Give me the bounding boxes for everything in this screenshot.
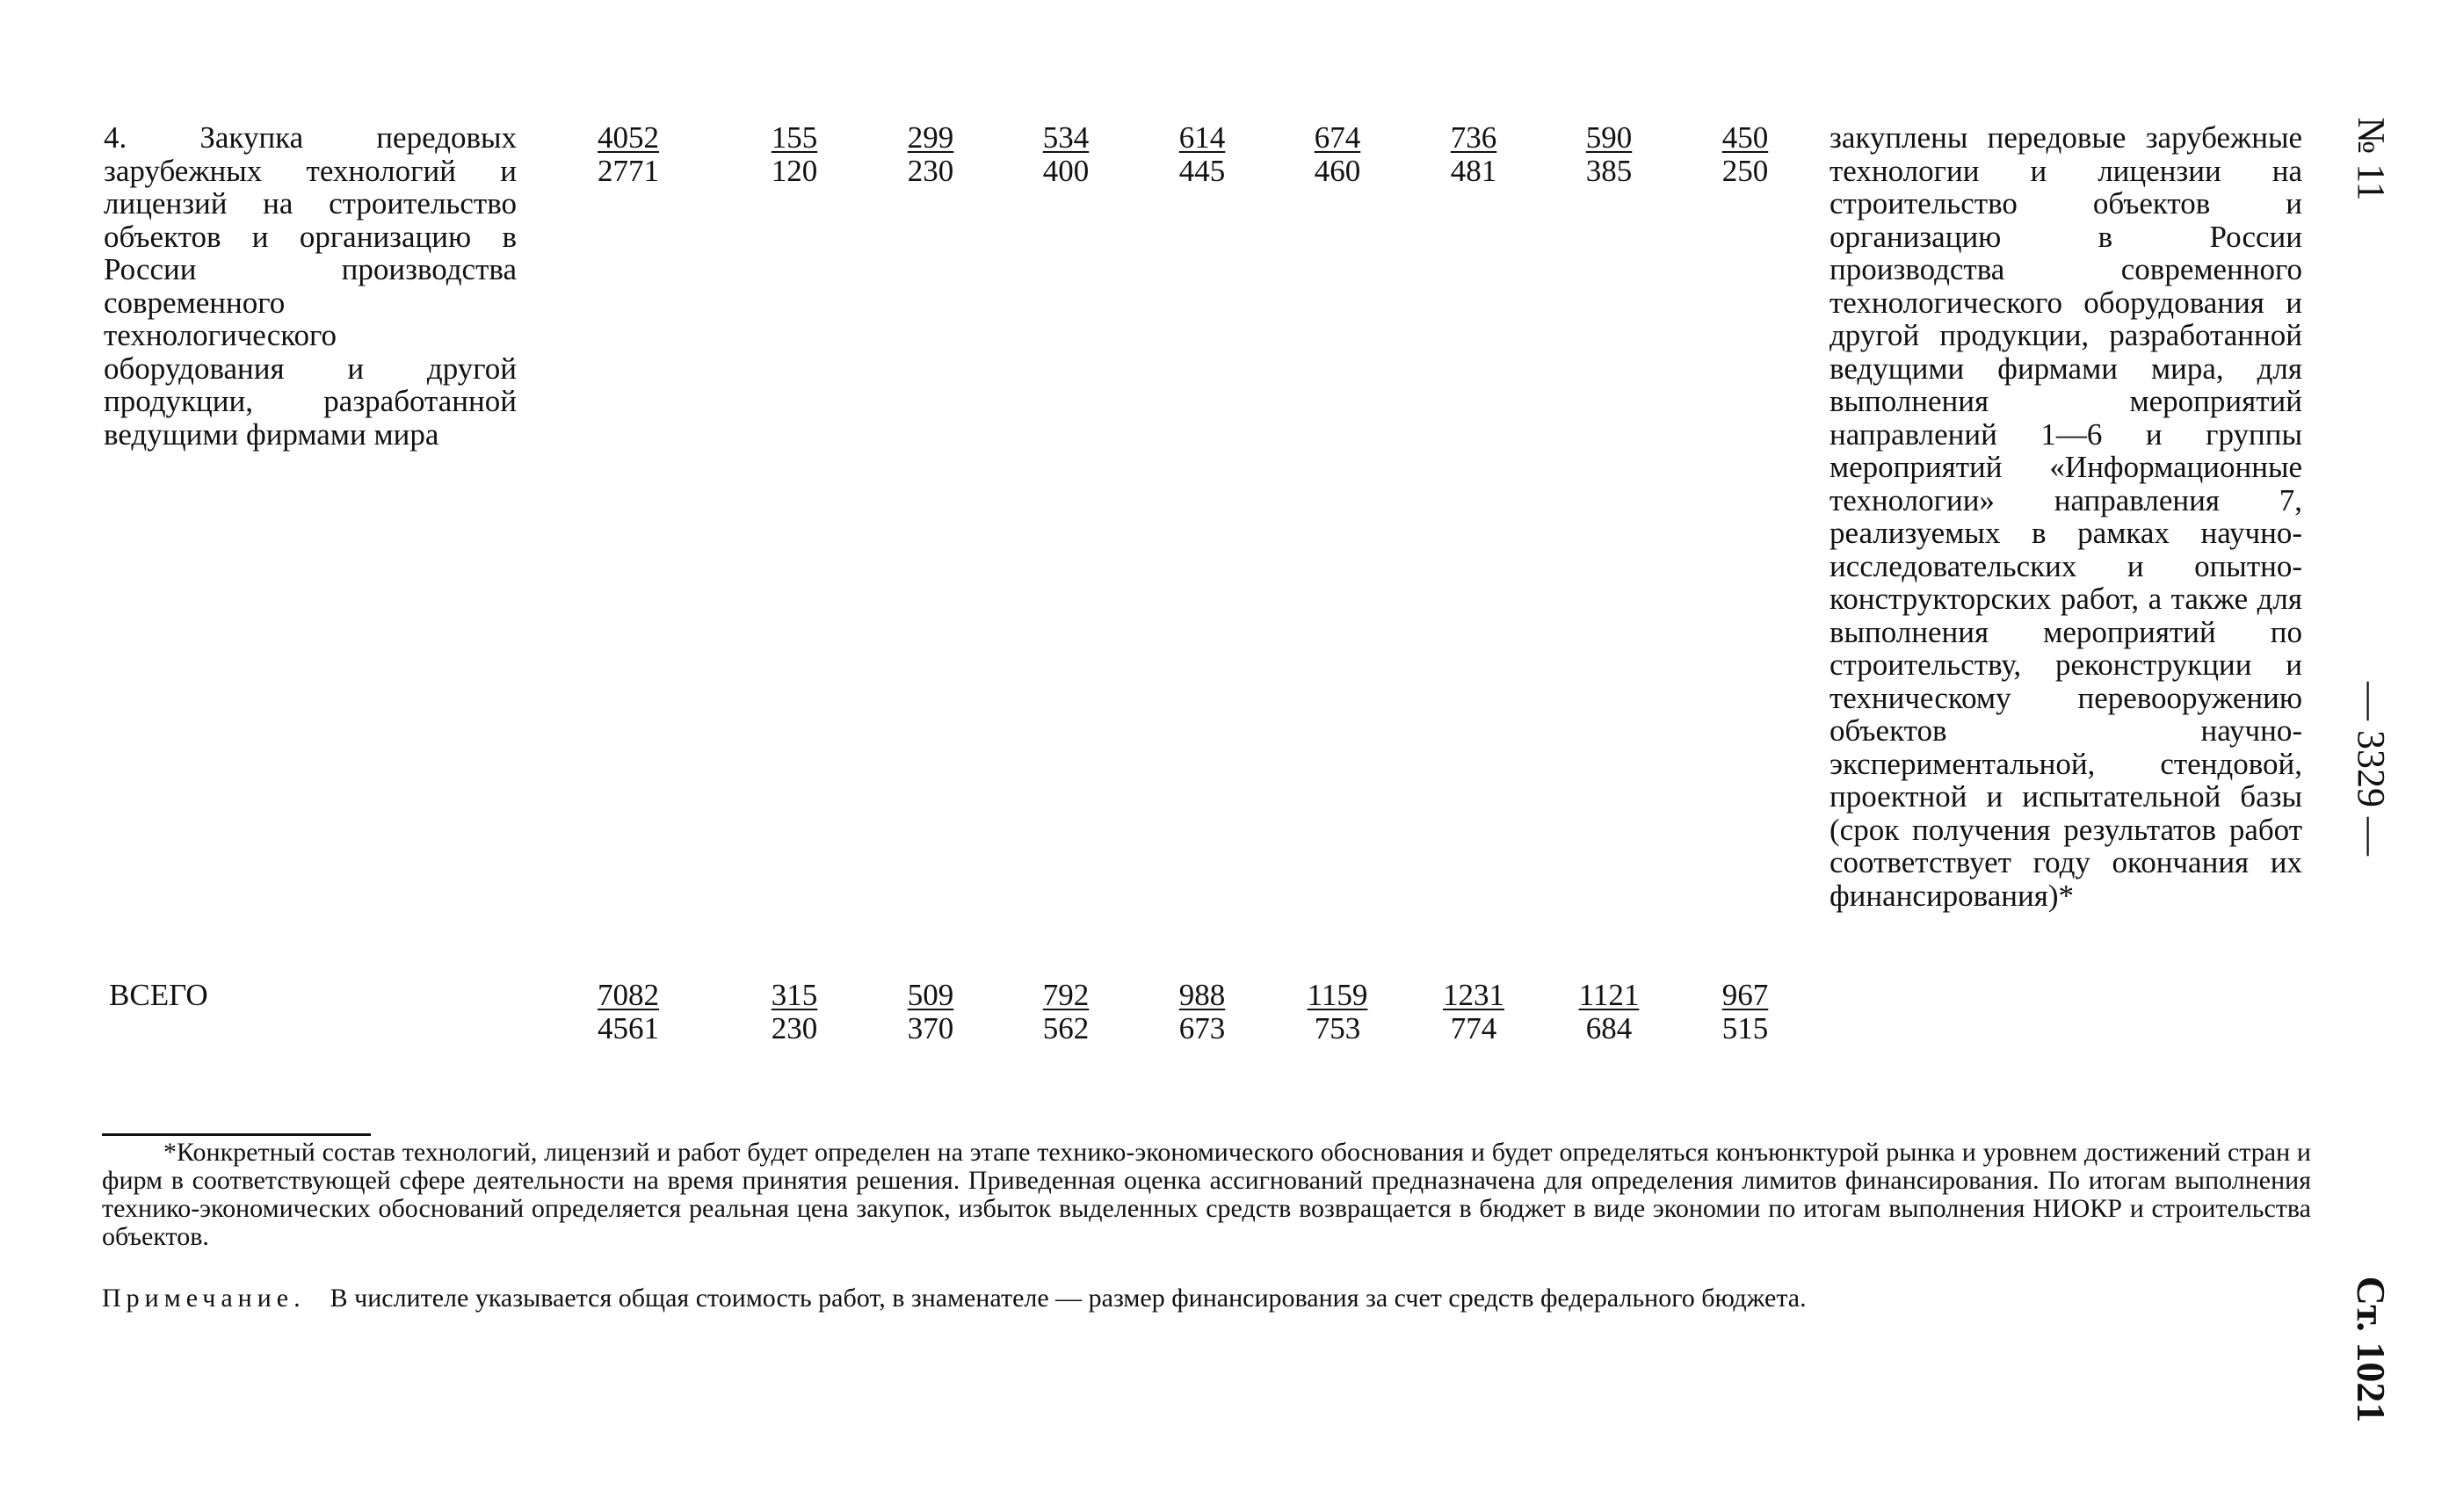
total-value-year-7 xyxy=(1547,979,1670,1045)
denominator: 774 xyxy=(1450,1010,1497,1045)
numerator: 967 xyxy=(1721,978,1769,1012)
numerator: 988 xyxy=(1178,978,1226,1012)
note-label: Примечание. xyxy=(102,1284,306,1313)
document-page-number: — 3329 — xyxy=(2350,682,2393,856)
row-4-value-year-6 xyxy=(1412,121,1535,187)
row-4-value-year-5 xyxy=(1276,121,1399,187)
numerator: 736 xyxy=(1450,120,1497,155)
numerator: 534 xyxy=(1042,120,1090,155)
article-number: Ст. 1021 xyxy=(2349,1276,2394,1423)
row-4-value-total xyxy=(567,121,690,187)
numerator: 792 xyxy=(1042,978,1090,1012)
denominator: 250 xyxy=(1721,153,1769,188)
row-4-value-year-3 xyxy=(1004,121,1127,187)
numerator: 450 xyxy=(1721,120,1769,155)
numerator: 674 xyxy=(1314,120,1361,155)
row-4-value-year-4 xyxy=(1141,121,1264,187)
numerator: 1231 xyxy=(1443,978,1504,1012)
total-value-year-1 xyxy=(733,979,856,1045)
denominator: 385 xyxy=(1585,153,1633,188)
total-value-year-5 xyxy=(1276,979,1399,1045)
total-value-year-3 xyxy=(1004,979,1127,1045)
row-4-value-year-2 xyxy=(869,121,992,187)
numerator: 1159 xyxy=(1307,978,1368,1012)
numerator: 614 xyxy=(1178,120,1226,155)
total-value-year-8 xyxy=(1684,979,1807,1045)
denominator: 230 xyxy=(907,153,954,188)
numerator: 155 xyxy=(771,120,818,155)
denominator: 4561 xyxy=(598,1010,659,1045)
row-4-value-year-7 xyxy=(1547,121,1670,187)
denominator: 515 xyxy=(1721,1010,1769,1045)
issue-number: № 11 xyxy=(2350,117,2393,201)
numerator: 4052 xyxy=(598,120,659,155)
denominator: 481 xyxy=(1450,153,1497,188)
total-value-total xyxy=(567,979,690,1045)
denominator: 445 xyxy=(1178,153,1226,188)
row-4-description: 4. Закупка передовых зарубежных технологий и лицензий на строительство объектов и организацию в России производства современного технологического оборудования и другой продукции, разработанной ведущими фирмами мира xyxy=(104,120,517,452)
note-text: В числителе указывается общая стоимость работ, в знаменателе — размер финансирования за счет средств федерального бюджета. xyxy=(330,1284,1807,1313)
row-4-value-year-8 xyxy=(1684,121,1807,187)
row-4-expected-result: закуплены передовые зарубежные технологии и лицензии на строительство объектов и организацию в России производства современного технологического оборудования и другой продукции, разработанной ведущими фирмами мира, для выполнения мероприятий направлений 1—6 и группы мероприятий «Информационные технологии» направления 7, реализуемых в рамках научно-исследовательских и опытно-конструкторских работ, а также для выполнения мероприятий по строительству, реконструкции и техническому перевооружению объектов научно-экспериментальной, стендовой, проектной и испытательной базы (срок получения результатов работ соответствует году окончания их финансирования)* xyxy=(1830,120,2302,913)
total-value-year-4 xyxy=(1141,979,1264,1045)
denominator: 460 xyxy=(1314,153,1361,188)
numerator: 299 xyxy=(907,120,954,155)
denominator: 370 xyxy=(907,1010,954,1045)
denominator: 400 xyxy=(1042,153,1090,188)
numerator: 1121 xyxy=(1578,978,1640,1012)
numerator: 590 xyxy=(1585,120,1633,155)
total-value-year-6 xyxy=(1412,979,1535,1045)
denominator: 673 xyxy=(1178,1010,1226,1045)
note xyxy=(102,1284,2311,1313)
numerator: 7082 xyxy=(598,978,659,1012)
numerator: 315 xyxy=(771,978,818,1012)
denominator: 684 xyxy=(1585,1010,1633,1045)
numerator: 509 xyxy=(907,978,954,1012)
footnote-divider xyxy=(102,1133,371,1136)
total-label: ВСЕГО xyxy=(109,978,208,1012)
total-value-year-2 xyxy=(869,979,992,1045)
row-4-value-year-1 xyxy=(733,121,856,187)
denominator: 753 xyxy=(1314,1010,1361,1045)
denominator: 2771 xyxy=(598,153,659,188)
denominator: 562 xyxy=(1042,1010,1090,1045)
footnote: *Конкретный состав технологий, лицензий и работ будет определен на этапе технико-экономического обоснования и будет определяться конъюнктурой рынка и уровнем достижений стран и фирм в соответствующей сфере деятельности на время принятия решения. Приведенная оценка ассигнований предназначена для определения лимитов финансирования. По итогам выполнения технико-экономических обоснований определяется реальная цена закупок, избыток выделенных средств возвращается в бюджет в виде экономии по итогам выполнения НИОКР и строительства объектов. xyxy=(102,1138,2311,1251)
denominator: 120 xyxy=(771,153,818,188)
denominator: 230 xyxy=(771,1010,818,1045)
